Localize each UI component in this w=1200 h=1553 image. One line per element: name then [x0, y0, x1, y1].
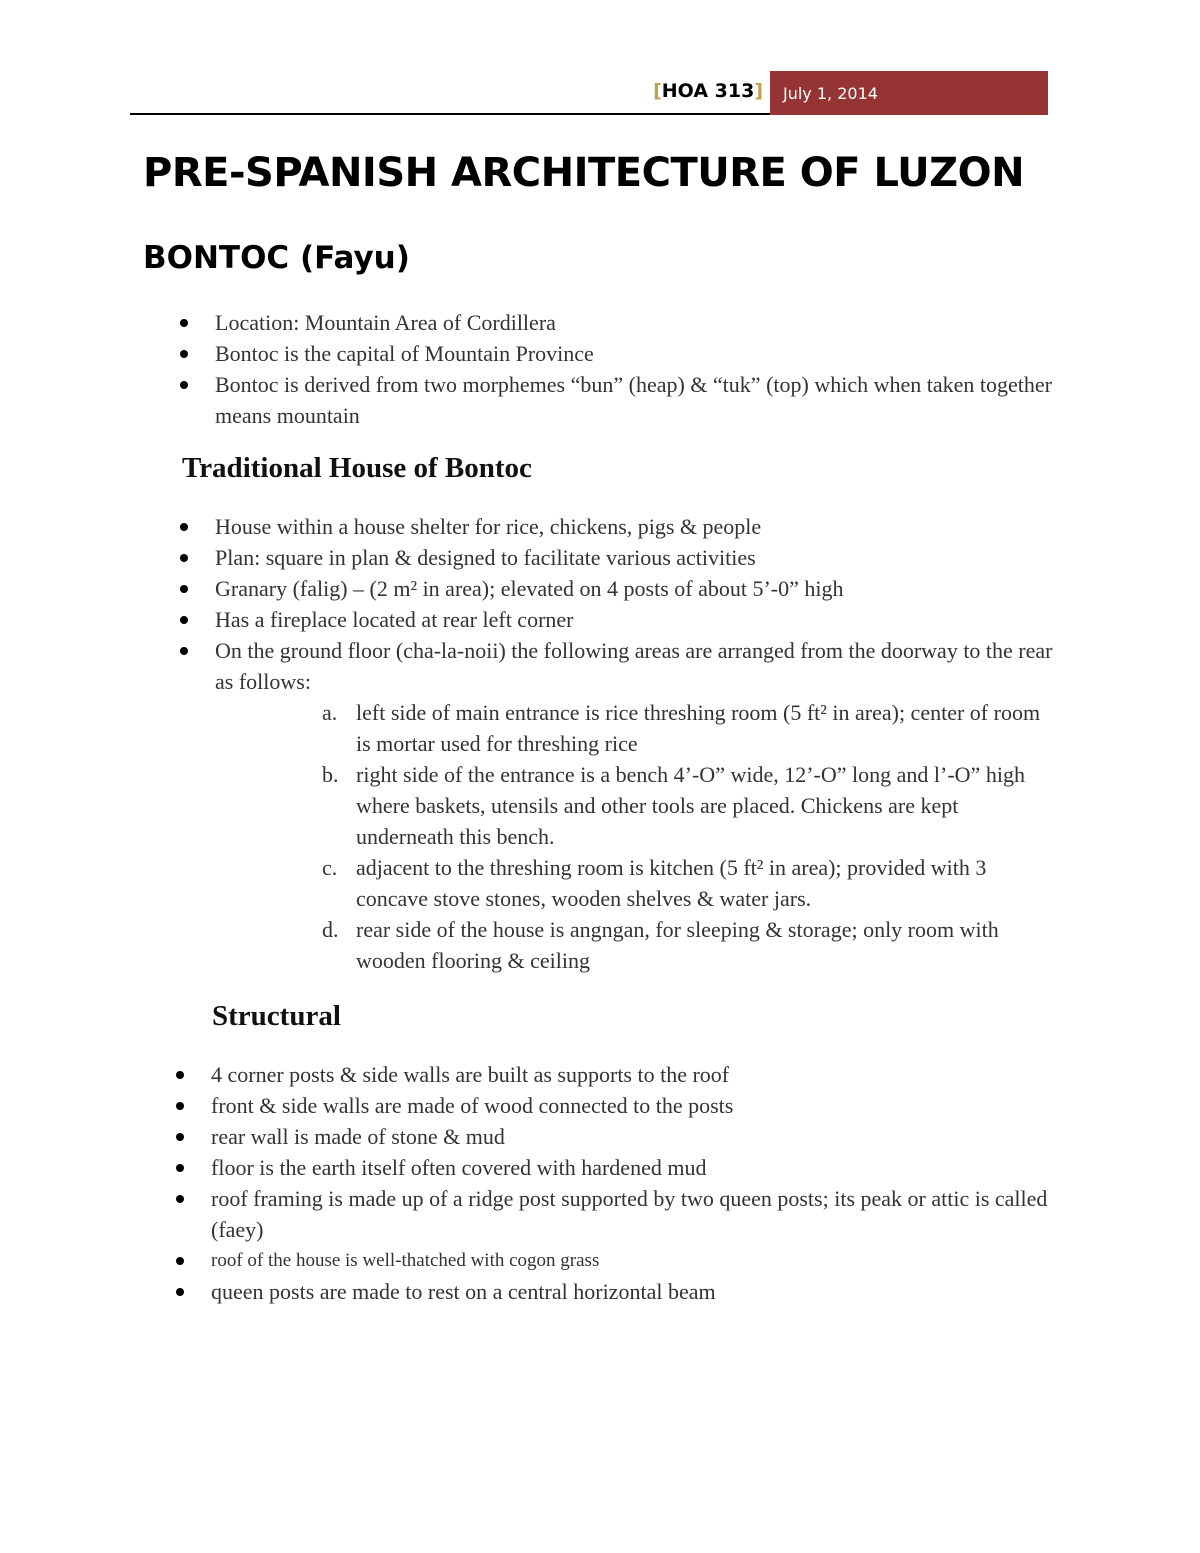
list-item [322, 852, 1056, 914]
bullet-icon [176, 1164, 184, 1172]
list-item-text: right side of the entrance is a bench 4’-O” wide, 12’-O” long and l’-O” high where baskets, utensils and other tools are placed. Chickens are kept underneath this bench. [356, 762, 1025, 849]
list-item-text: Plan: square in plan & designed to facilitate various activities [215, 545, 756, 570]
traditional-heading: Traditional House of Bontoc [182, 452, 532, 484]
bullet-icon [176, 1133, 184, 1141]
bullet-icon [180, 554, 188, 562]
list-marker: c. [322, 855, 338, 880]
list-marker: a. [322, 700, 338, 725]
bullet-icon [176, 1257, 184, 1265]
list-item [215, 604, 1055, 635]
page-header [0, 0, 1200, 120]
list-item-text: front & side walls are made of wood connected to the posts [211, 1093, 734, 1118]
ground-floor-list [322, 697, 1056, 976]
list-marker: d. [322, 917, 339, 942]
bullet-icon [180, 350, 188, 358]
list-item-text: adjacent to the threshing room is kitchen (5 ft² in area); provided with 3 concave stove stones, wooden shelves & water jars. [356, 855, 987, 911]
intro-list [215, 307, 1055, 431]
list-item-text: Granary (falig) – (2 m² in area); elevated on 4 posts of about 5’-0” high [215, 576, 844, 601]
list-item [322, 759, 1056, 852]
list-item [215, 573, 1055, 604]
list-item [215, 511, 1055, 542]
list-item [215, 369, 1055, 431]
list-item-text: left side of main entrance is rice threshing room (5 ft² in area); center of room is mortar used for threshing rice [356, 700, 1041, 756]
list-item [211, 1121, 1056, 1152]
list-item-text: roof framing is made up of a ridge post supported by two queen posts; its peak or attic is called (faey) [211, 1186, 1048, 1242]
bullet-icon [176, 1102, 184, 1110]
list-item-text: 4 corner posts & side walls are built as supports to the roof [211, 1062, 730, 1087]
list-item [211, 1183, 1056, 1245]
bullet-icon [180, 585, 188, 593]
list-item-text: Bontoc is the capital of Mountain Province [215, 341, 594, 366]
list-item-text: Has a fireplace located at rear left corner [215, 607, 574, 632]
list-item [215, 307, 1055, 338]
bracket-open: [ [653, 80, 662, 102]
header-date: July 1, 2014 [770, 71, 1048, 115]
list-item-text: floor is the earth itself often covered with hardened mud [211, 1155, 707, 1180]
header-rule [130, 113, 770, 115]
list-item-text: queen posts are made to rest on a central horizontal beam [211, 1279, 716, 1304]
list-item-text: Bontoc is derived from two morphemes “bun” (heap) & “tuk” (top) which when taken together means mountain [215, 372, 1052, 428]
list-item-text: rear side of the house is angngan, for sleeping & storage; only room with wooden flooring & ceiling [356, 917, 999, 973]
list-item [211, 1152, 1056, 1183]
bullet-icon [180, 647, 188, 655]
list-item [215, 542, 1055, 573]
traditional-list [215, 511, 1055, 697]
list-item [211, 1059, 1056, 1090]
bullet-icon [176, 1071, 184, 1079]
list-item-text: Location: Mountain Area of Cordillera [215, 310, 556, 335]
course-label: HOA 313 [661, 80, 755, 102]
list-item [211, 1276, 1056, 1307]
bullet-icon [180, 381, 188, 389]
bullet-icon [180, 616, 188, 624]
structural-list [211, 1059, 1056, 1307]
section-subtitle: BONTOC (Fayu) [143, 240, 410, 276]
list-item [215, 635, 1055, 697]
list-item-text: roof of the house is well-thatched with cogon grass [211, 1250, 600, 1271]
document-title: PRE-SPANISH ARCHITECTURE OF LUZON [143, 150, 1025, 196]
bullet-icon [180, 319, 188, 327]
structural-heading: Structural [212, 1000, 341, 1032]
list-item [322, 914, 1056, 976]
bullet-icon [176, 1195, 184, 1203]
list-item-text: House within a house shelter for rice, chickens, pigs & people [215, 514, 762, 539]
list-item [215, 338, 1055, 369]
list-item-text: rear wall is made of stone & mud [211, 1124, 505, 1149]
list-item-text: On the ground floor (cha-la-noii) the following areas are arranged from the doorway to the rear as follows: [215, 638, 1053, 694]
list-marker: b. [322, 762, 339, 787]
list-item [322, 697, 1056, 759]
bracket-close: ] [754, 80, 763, 102]
bullet-icon [176, 1288, 184, 1296]
course-code [600, 80, 763, 102]
list-item [211, 1090, 1056, 1121]
bullet-icon [180, 523, 188, 531]
list-item [211, 1245, 1056, 1276]
